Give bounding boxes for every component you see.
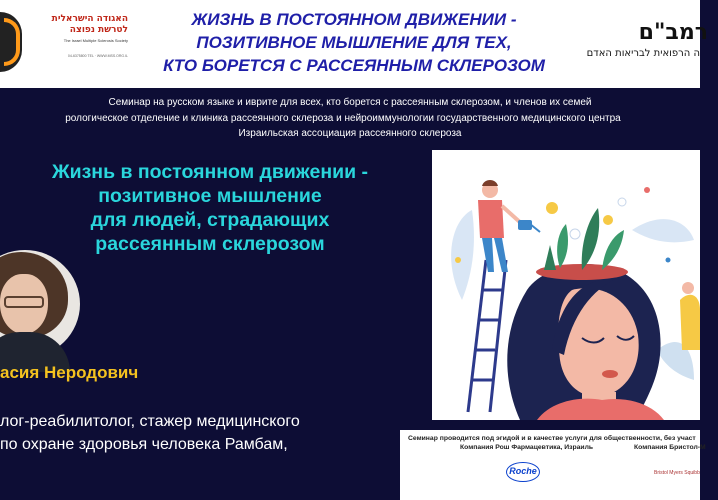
sponsor-note: Семинар проводится под эгидой и в качестве услуги для общественности, без участ (408, 435, 696, 442)
header-title-line: КТО БОРЕТСЯ С РАССЕЯННЫМ СКЛЕРОЗОМ (163, 56, 545, 75)
main-title-line: рассеянным склерозом (95, 233, 325, 255)
rambam-logo-subtitle: ה הרפואית לבריאות האדם (586, 48, 700, 59)
seminar-info-line: рологическое отделение и клиника рассеянного склероза и нейроиммунологии государственного медицинского центра (65, 112, 621, 124)
speaker-name: асия Неродович (0, 363, 139, 382)
positive-mind-illustration (432, 150, 700, 420)
seminar-info-line: Семинар на русском языке и иврите для всех, кто борется с рассеянным склерозом, и членов их семей (108, 97, 592, 108)
main-title-line: Жизнь в постоянном движении - (52, 161, 368, 183)
speaker-role-line: лог-реабилитолог, стажер медицинского (0, 413, 300, 430)
main-title (10, 160, 410, 256)
ms-society-mark-icon (0, 12, 22, 72)
sponsor-company-bms: Компания Бристол-М (634, 444, 706, 451)
speaker-role-line: по охране здоровья человека Рамбам, (0, 436, 288, 453)
header-title-line: ЖИЗНЬ В ПОСТОЯННОМ ДВИЖЕНИИ - (191, 10, 517, 29)
speaker-photo (0, 250, 80, 358)
header-title (140, 8, 568, 77)
header-title-line: ПОЗИТИВНОЕ МЫШЛЕНИЕ ДЛЯ ТЕХ, (196, 33, 512, 52)
sponsor-bar (400, 430, 706, 500)
ms-society-hebrew-name: האגודה הישראלית לטרשת נפוצה (51, 14, 128, 35)
roche-logo: Roche (506, 462, 540, 482)
rambam-logo-name: רמב"ם (638, 20, 708, 45)
main-title-line: для людей, страдающих (90, 209, 330, 231)
ms-society-english-name: The Israel Multiple Sclerosis Society (63, 38, 128, 43)
mind-garden-illustration-icon (432, 150, 700, 420)
sponsor-company-roche: Компания Рош Фармацевтика, Израиль (460, 444, 594, 451)
rambam-logo (566, 20, 708, 61)
ms-society-contact: 04-6375800 TEL · WWW.MSS.ORG.IL (67, 54, 128, 58)
header-band (0, 0, 708, 88)
seminar-info-line: Израильская ассоциация рассеянного склероза (238, 128, 462, 139)
main-title-line: позитивное мышление (98, 185, 322, 207)
sponsor-companies (408, 444, 708, 454)
ms-society-logo (0, 8, 132, 80)
bms-logo: Bristol Myers Squibb (654, 470, 700, 476)
seminar-info (0, 95, 700, 142)
